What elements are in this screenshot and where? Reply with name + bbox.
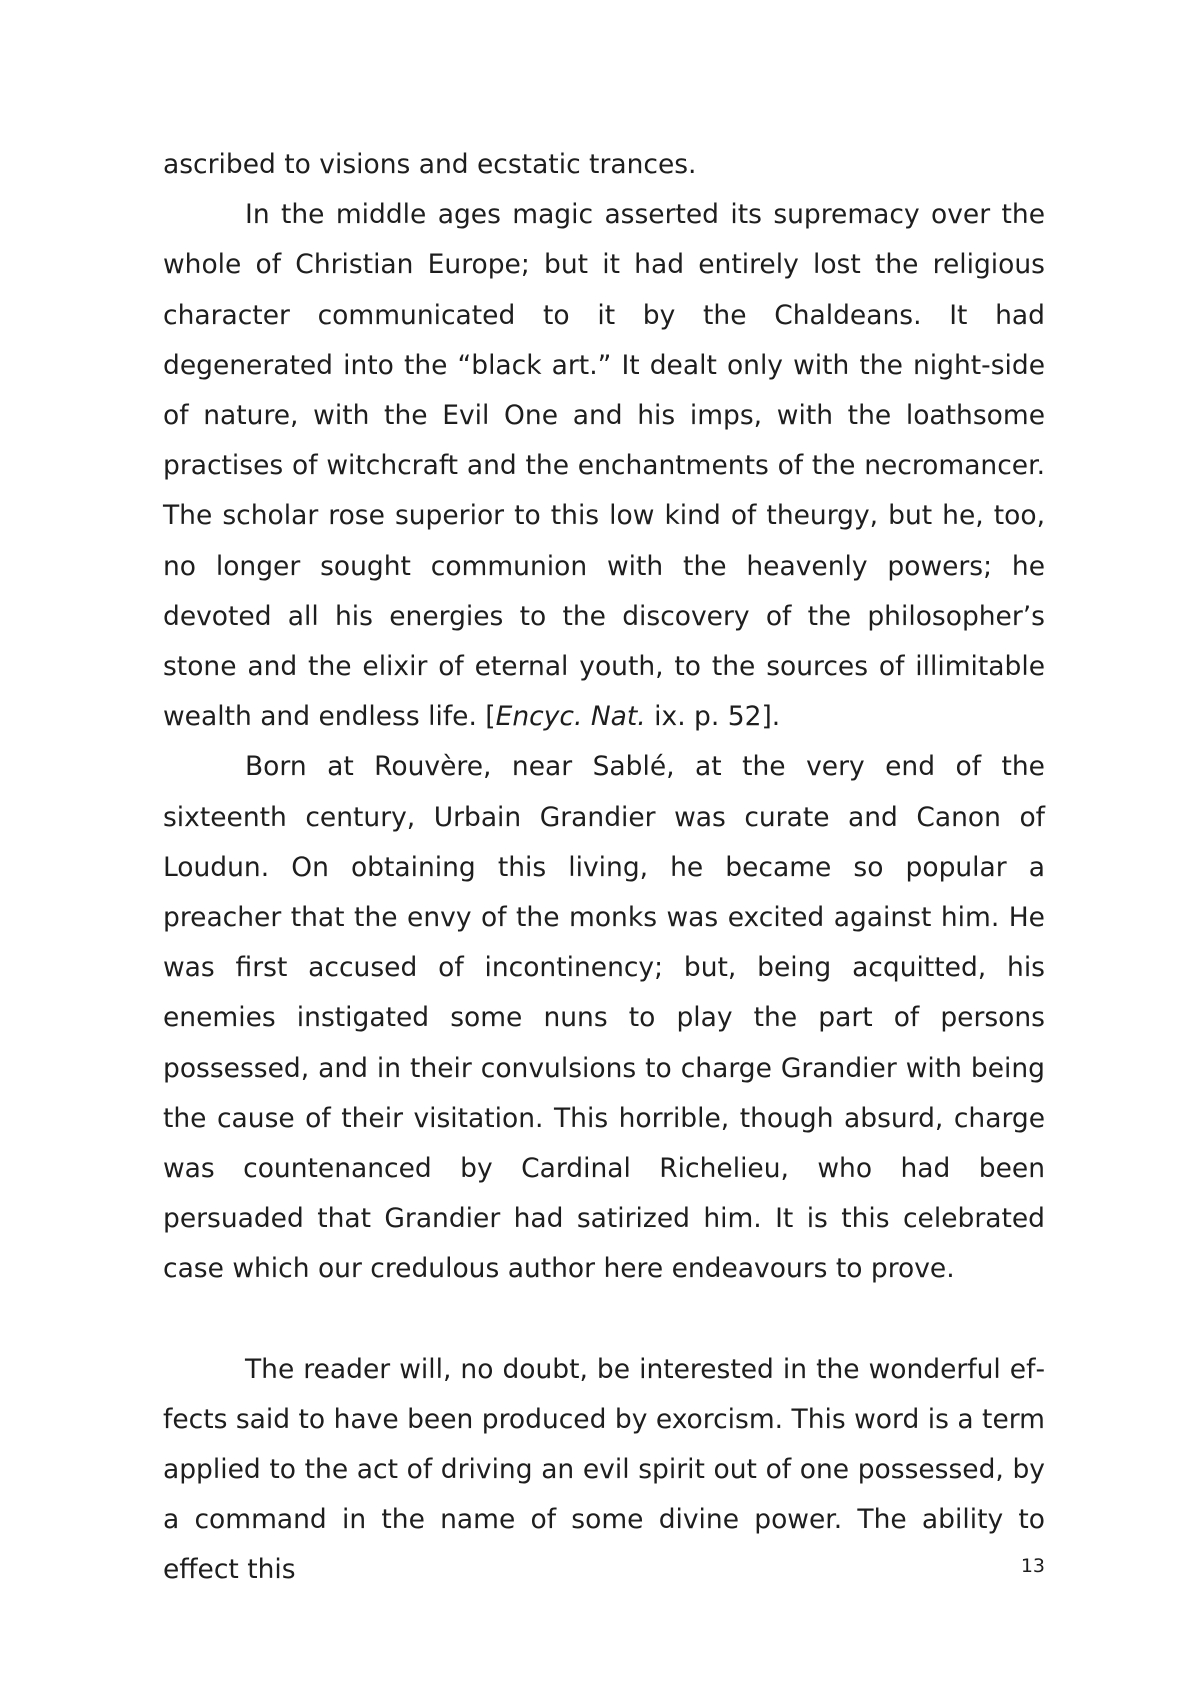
paragraph-3-text: Born at Rouvère, near Sablé, at the very end of the sixteenth century, Urbain Grandier was curate and Canon of Loudun. On obtaining this living, he became so popular a preacher that the envy of the monks was excited against him. He was first accused of incontinency; but, being acquitted, his enemies instigated some nuns to play the part of persons possessed, and in their convulsions to charge Grandier with being the cause of their visitation. This horrible, though absurd, charge was countenanced by Cardinal Richelieu, who had been persuaded that Grandier had satirized him. It is this celebrated case which our credulous author here endeavours to prove. bbox=[163, 751, 1045, 1285]
paragraph-2 bbox=[163, 190, 1045, 742]
citation-italic: Encyc. Nat. bbox=[495, 701, 646, 733]
paragraph-4 bbox=[163, 1345, 1045, 1596]
paragraph-1-text: ascribed to visions and ecstatic trances. bbox=[163, 149, 697, 180]
citation-tail: ix. p. 52]. bbox=[645, 701, 781, 733]
paragraph-2-text: In the middle ages magic asserted its supremacy over the whole of Christian Europe; but it had entirely lost the religious character communicated to it by the Chaldeans. It had degenerated into the “black art.” It dealt only with the night-side of nature, with the Evil One and his imps, with the loathsome practises of witchcraft and the enchantments of the necromancer. The scholar rose superior to this low kind of theurgy, but he, too, no longer sought communion with the heavenly powers; he devoted all his energies to the discovery of the philosopher’s stone and the elixir of eternal youth, to the sources of illimitable wealth and endless life. [ bbox=[163, 199, 1045, 733]
body-text bbox=[163, 140, 1045, 1596]
paragraph-4-text: The reader will, no doubt, be interested in the wonderful effects said to have been produced by exorcism. This word is a term applied to the act of driving an evil spirit out of one possessed, by a command in the name of some divine power. The ability to effect this bbox=[163, 1353, 1045, 1586]
page-number: 13 bbox=[1020, 1555, 1045, 1577]
paragraph-1 bbox=[163, 140, 1045, 190]
paragraph-3 bbox=[163, 742, 1045, 1294]
